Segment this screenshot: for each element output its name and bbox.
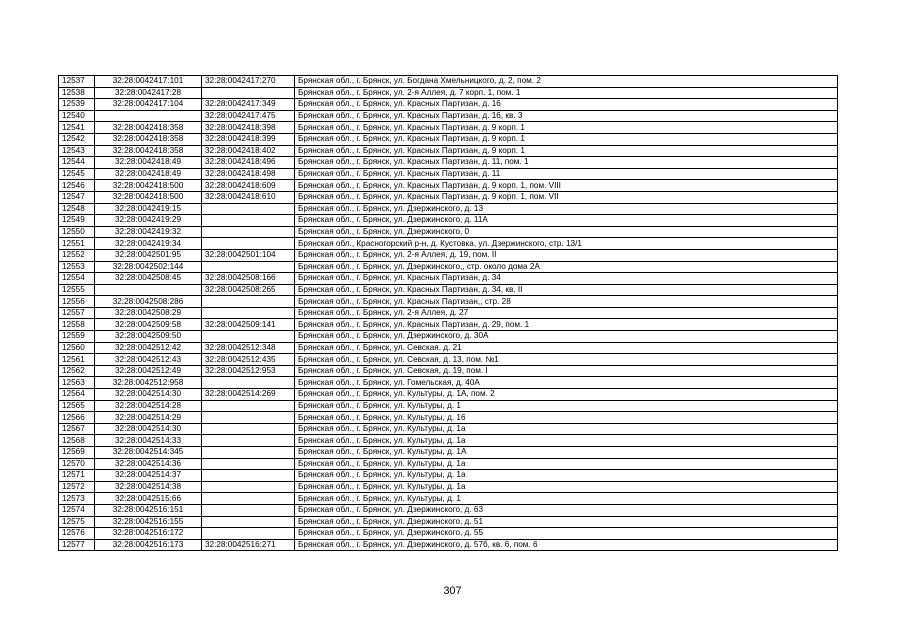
object-cadastral-number-cell <box>202 423 295 435</box>
address-cell: Брянская обл., г. Брянск, ул. Культуры, д. 1а <box>295 470 838 482</box>
table-row <box>59 99 838 111</box>
row-number-cell: 12573 <box>59 493 95 505</box>
row-number-cell: 12539 <box>59 99 95 111</box>
object-cadastral-number-cell: 32:28:0042418:609 <box>202 180 295 192</box>
address-cell: Брянская обл., Красногорский р-н, д. Кустовка, ул. Дзержинского, стр. 13/1 <box>295 238 838 250</box>
table-row <box>59 249 838 261</box>
row-number-cell: 12537 <box>59 76 95 88</box>
table-row <box>59 412 838 424</box>
cadastral-number-cell: 32:28:0042419:15 <box>95 203 202 215</box>
cadastral-number-cell: 32:28:0042508:29 <box>95 307 202 319</box>
table-row <box>59 76 838 88</box>
address-cell: Брянская обл., г. Брянск, ул. Красных Партизан, д. 16 <box>295 99 838 111</box>
table-row <box>59 284 838 296</box>
table-row <box>59 423 838 435</box>
object-cadastral-number-cell: 32:28:0042418:398 <box>202 122 295 134</box>
table-row <box>59 296 838 308</box>
table-row <box>59 354 838 366</box>
address-cell: Брянская обл., г. Брянск, ул. Красных Партизан,, стр. 28 <box>295 296 838 308</box>
row-number-cell: 12567 <box>59 423 95 435</box>
address-cell: Брянская обл., г. Брянск, ул. Красных Партизан, д. 11 <box>295 168 838 180</box>
cadastral-number-cell: 32:28:0042514:36 <box>95 458 202 470</box>
address-cell: Брянская обл., г. Брянск, ул. Дзержинского, д. 30А <box>295 331 838 343</box>
row-number-cell: 12542 <box>59 133 95 145</box>
registry-table <box>58 75 838 551</box>
cadastral-number-cell: 32:28:0042512:43 <box>95 354 202 366</box>
address-cell: Брянская обл., г. Брянск, ул. Красных Партизан, д. 9 корп. 1 <box>295 122 838 134</box>
cadastral-number-cell: 32:28:0042509:50 <box>95 331 202 343</box>
cadastral-number-cell: 32:28:0042514:345 <box>95 447 202 459</box>
table-row <box>59 238 838 250</box>
table-row <box>59 87 838 99</box>
object-cadastral-number-cell <box>202 203 295 215</box>
object-cadastral-number-cell: 32:28:0042418:610 <box>202 191 295 203</box>
cadastral-number-cell: 32:28:0042501:95 <box>95 249 202 261</box>
object-cadastral-number-cell <box>202 447 295 459</box>
row-number-cell: 12541 <box>59 122 95 134</box>
address-cell: Брянская обл., г. Брянск, ул. 2-я Аллея, д. 7 корп. 1, пом. 1 <box>295 87 838 99</box>
cadastral-number-cell: 32:28:0042508:286 <box>95 296 202 308</box>
address-cell: Брянская обл., г. Брянск, ул. Севская, д. 21 <box>295 342 838 354</box>
object-cadastral-number-cell: 32:28:0042516:271 <box>202 539 295 551</box>
row-number-cell: 12568 <box>59 435 95 447</box>
address-cell: Брянская обл., г. Брянск, ул. Дзержинского, д. 63 <box>295 504 838 516</box>
address-cell: Брянская обл., г. Брянск, ул. Дзержинского, 0 <box>295 226 838 238</box>
object-cadastral-number-cell: 32:28:0042508:166 <box>202 273 295 285</box>
row-number-cell: 12553 <box>59 261 95 273</box>
object-cadastral-number-cell <box>202 412 295 424</box>
object-cadastral-number-cell <box>202 493 295 505</box>
cadastral-number-cell: 32:28:0042514:37 <box>95 470 202 482</box>
table-row <box>59 168 838 180</box>
table-row <box>59 261 838 273</box>
object-cadastral-number-cell <box>202 435 295 447</box>
table-row <box>59 481 838 493</box>
address-cell: Брянская обл., г. Брянск, ул. Севская, д. 19, пом. I <box>295 365 838 377</box>
table-row <box>59 122 838 134</box>
table-row <box>59 157 838 169</box>
cadastral-number-cell: 32:28:0042417:28 <box>95 87 202 99</box>
cadastral-number-cell: 32:28:0042514:29 <box>95 412 202 424</box>
cadastral-number-cell: 32:28:0042512:49 <box>95 365 202 377</box>
table-row <box>59 342 838 354</box>
object-cadastral-number-cell <box>202 331 295 343</box>
address-cell: Брянская обл., г. Брянск, ул. Дзержинского, д. 13 <box>295 203 838 215</box>
address-cell: Брянская обл., г. Брянск, ул. Богдана Хмельницкого, д. 2, пом. 2 <box>295 76 838 88</box>
object-cadastral-number-cell <box>202 87 295 99</box>
row-number-cell: 12557 <box>59 307 95 319</box>
table-row <box>59 365 838 377</box>
object-cadastral-number-cell <box>202 377 295 389</box>
cadastral-number-cell: 32:28:0042514:28 <box>95 400 202 412</box>
address-cell: Брянская обл., г. Брянск, ул. Гомельская, д. 40А <box>295 377 838 389</box>
cadastral-number-cell: 32:28:0042516:151 <box>95 504 202 516</box>
cadastral-number-cell: 32:28:0042417:101 <box>95 76 202 88</box>
address-cell: Брянская обл., г. Брянск, ул. Культуры, д. 1 <box>295 400 838 412</box>
object-cadastral-number-cell: 32:28:0042514:269 <box>202 389 295 401</box>
cadastral-number-cell: 32:28:0042514:30 <box>95 423 202 435</box>
row-number-cell: 12548 <box>59 203 95 215</box>
object-cadastral-number-cell: 32:28:0042418:402 <box>202 145 295 157</box>
object-cadastral-number-cell: 32:28:0042417:475 <box>202 110 295 122</box>
object-cadastral-number-cell: 32:28:0042512:348 <box>202 342 295 354</box>
table-row <box>59 180 838 192</box>
table-row <box>59 307 838 319</box>
address-cell: Брянская обл., г. Брянск, ул. Дзержинского, д. 11А <box>295 215 838 227</box>
object-cadastral-number-cell <box>202 238 295 250</box>
table-row <box>59 226 838 238</box>
object-cadastral-number-cell: 32:28:0042417:349 <box>202 99 295 111</box>
cadastral-number-cell: 32:28:0042514:38 <box>95 481 202 493</box>
row-number-cell: 12554 <box>59 273 95 285</box>
table-row <box>59 400 838 412</box>
cadastral-number-cell: 32:28:0042418:358 <box>95 145 202 157</box>
address-cell: Брянская обл., г. Брянск, ул. Красных Партизан, д. 11, пом. 1 <box>295 157 838 169</box>
address-cell: Брянская обл., г. Брянск, ул. Дзержинского,, стр. около дома 2А <box>295 261 838 273</box>
object-cadastral-number-cell <box>202 307 295 319</box>
row-number-cell: 12558 <box>59 319 95 331</box>
cadastral-number-cell: 32:28:0042419:32 <box>95 226 202 238</box>
address-cell: Брянская обл., г. Брянск, ул. Красных Партизан, д. 9 корп. 1, пом. VIII <box>295 180 838 192</box>
address-cell: Брянская обл., г. Брянск, ул. Культуры, д. 1а <box>295 423 838 435</box>
object-cadastral-number-cell <box>202 504 295 516</box>
address-cell: Брянская обл., г. Брянск, ул. Красных Партизан, д. 34 <box>295 273 838 285</box>
row-number-cell: 12552 <box>59 249 95 261</box>
object-cadastral-number-cell <box>202 481 295 493</box>
row-number-cell: 12545 <box>59 168 95 180</box>
cadastral-number-cell: 32:28:0042512:42 <box>95 342 202 354</box>
cadastral-number-cell: 32:28:0042419:29 <box>95 215 202 227</box>
table-row <box>59 516 838 528</box>
cadastral-number-cell: 32:28:0042516:155 <box>95 516 202 528</box>
table-row <box>59 447 838 459</box>
address-cell: Брянская обл., г. Брянск, ул. 2-я Аллея, д. 27 <box>295 307 838 319</box>
address-cell: Брянская обл., г. Брянск, ул. Дзержинского, д. 51 <box>295 516 838 528</box>
table-row <box>59 110 838 122</box>
cadastral-number-cell: 32:28:0042508:45 <box>95 273 202 285</box>
row-number-cell: 12559 <box>59 331 95 343</box>
address-cell: Брянская обл., г. Брянск, ул. Красных Партизан, д. 9 корп. 1, пом. VII <box>295 191 838 203</box>
row-number-cell: 12543 <box>59 145 95 157</box>
table-row <box>59 470 838 482</box>
row-number-cell: 12540 <box>59 110 95 122</box>
row-number-cell: 12549 <box>59 215 95 227</box>
address-cell: Брянская обл., г. Брянск, ул. Культуры, д. 1А, пом. 2 <box>295 389 838 401</box>
table-row <box>59 504 838 516</box>
row-number-cell: 12560 <box>59 342 95 354</box>
row-number-cell: 12566 <box>59 412 95 424</box>
row-number-cell: 12574 <box>59 504 95 516</box>
table-row <box>59 493 838 505</box>
address-cell: Брянская обл., г. Брянск, ул. Красных Партизан, д. 34, кв. II <box>295 284 838 296</box>
row-number-cell: 12544 <box>59 157 95 169</box>
object-cadastral-number-cell: 32:28:0042418:498 <box>202 168 295 180</box>
row-number-cell: 12564 <box>59 389 95 401</box>
table-row <box>59 377 838 389</box>
table-row <box>59 319 838 331</box>
cadastral-number-cell: 32:28:0042418:49 <box>95 157 202 169</box>
address-cell: Брянская обл., г. Брянск, ул. Дзержинского, д. 57б, кв. 6, пом. 6 <box>295 539 838 551</box>
cadastral-number-cell: 32:28:0042418:358 <box>95 122 202 134</box>
object-cadastral-number-cell: 32:28:0042508:265 <box>202 284 295 296</box>
address-cell: Брянская обл., г. Брянск, ул. Красных Партизан, д. 16, кв. 3 <box>295 110 838 122</box>
table-row <box>59 528 838 540</box>
address-cell: Брянская обл., г. Брянск, ул. Культуры, д. 1а <box>295 435 838 447</box>
table-row <box>59 133 838 145</box>
table-row <box>59 191 838 203</box>
object-cadastral-number-cell <box>202 528 295 540</box>
cadastral-number-cell <box>95 284 202 296</box>
row-number-cell: 12570 <box>59 458 95 470</box>
row-number-cell: 12569 <box>59 447 95 459</box>
row-number-cell: 12571 <box>59 470 95 482</box>
address-cell: Брянская обл., г. Брянск, ул. Культуры, д. 1 <box>295 493 838 505</box>
row-number-cell: 12576 <box>59 528 95 540</box>
object-cadastral-number-cell <box>202 400 295 412</box>
row-number-cell: 12546 <box>59 180 95 192</box>
cadastral-number-cell: 32:28:0042512:958 <box>95 377 202 389</box>
cadastral-number-cell: 32:28:0042418:500 <box>95 180 202 192</box>
object-cadastral-number-cell: 32:28:0042418:496 <box>202 157 295 169</box>
row-number-cell: 12572 <box>59 481 95 493</box>
address-cell: Брянская обл., г. Брянск, ул. Красных Партизан, д. 9 корп. 1 <box>295 133 838 145</box>
table-row <box>59 203 838 215</box>
table-row <box>59 389 838 401</box>
address-cell: Брянская обл., г. Брянск, ул. Севская, д. 13, пом. №1 <box>295 354 838 366</box>
cadastral-number-cell: 32:28:0042419:34 <box>95 238 202 250</box>
address-cell: Брянская обл., г. Брянск, ул. Дзержинского, д. 55 <box>295 528 838 540</box>
table-row <box>59 331 838 343</box>
row-number-cell: 12563 <box>59 377 95 389</box>
table-row <box>59 273 838 285</box>
table-row <box>59 458 838 470</box>
address-cell: Брянская обл., г. Брянск, ул. Красных Партизан, д. 9 корп. 1 <box>295 145 838 157</box>
table-row <box>59 145 838 157</box>
cadastral-number-cell: 32:28:0042417:104 <box>95 99 202 111</box>
object-cadastral-number-cell: 32:28:0042509:141 <box>202 319 295 331</box>
table-row <box>59 435 838 447</box>
cadastral-number-cell: 32:28:0042514:30 <box>95 389 202 401</box>
row-number-cell: 12562 <box>59 365 95 377</box>
address-cell: Брянская обл., г. Брянск, ул. 2-я Аллея, д. 19, пом. II <box>295 249 838 261</box>
cadastral-number-cell: 32:28:0042418:358 <box>95 133 202 145</box>
object-cadastral-number-cell <box>202 215 295 227</box>
cadastral-number-cell: 32:28:0042516:173 <box>95 539 202 551</box>
row-number-cell: 12561 <box>59 354 95 366</box>
registry-table-body <box>59 76 838 551</box>
row-number-cell: 12551 <box>59 238 95 250</box>
address-cell: Брянская обл., г. Брянск, ул. Культуры, д. 16 <box>295 412 838 424</box>
object-cadastral-number-cell <box>202 296 295 308</box>
row-number-cell: 12547 <box>59 191 95 203</box>
cadastral-number-cell: 32:28:0042515:66 <box>95 493 202 505</box>
cadastral-number-cell: 32:28:0042516:172 <box>95 528 202 540</box>
object-cadastral-number-cell <box>202 470 295 482</box>
cadastral-number-cell: 32:28:0042514:33 <box>95 435 202 447</box>
row-number-cell: 12556 <box>59 296 95 308</box>
cadastral-number-cell: 32:28:0042502:144 <box>95 261 202 273</box>
object-cadastral-number-cell <box>202 261 295 273</box>
cadastral-number-cell: 32:28:0042418:500 <box>95 191 202 203</box>
row-number-cell: 12565 <box>59 400 95 412</box>
address-cell: Брянская обл., г. Брянск, ул. Культуры, д. 1а <box>295 481 838 493</box>
object-cadastral-number-cell <box>202 226 295 238</box>
object-cadastral-number-cell <box>202 458 295 470</box>
row-number-cell: 12538 <box>59 87 95 99</box>
object-cadastral-number-cell: 32:28:0042512:435 <box>202 354 295 366</box>
table-row <box>59 215 838 227</box>
page-number: 307 <box>443 585 462 597</box>
object-cadastral-number-cell: 32:28:0042418:399 <box>202 133 295 145</box>
object-cadastral-number-cell <box>202 516 295 528</box>
object-cadastral-number-cell: 32:28:0042501:104 <box>202 249 295 261</box>
address-cell: Брянская обл., г. Брянск, ул. Красных Партизан, д. 29, пом. 1 <box>295 319 838 331</box>
cadastral-number-cell: 32:28:0042418:49 <box>95 168 202 180</box>
address-cell: Брянская обл., г. Брянск, ул. Культуры, д. 1а <box>295 458 838 470</box>
cadastral-number-cell <box>95 110 202 122</box>
row-number-cell: 12550 <box>59 226 95 238</box>
row-number-cell: 12555 <box>59 284 95 296</box>
cadastral-number-cell: 32:28:0042509:58 <box>95 319 202 331</box>
row-number-cell: 12577 <box>59 539 95 551</box>
object-cadastral-number-cell: 32:28:0042417:270 <box>202 76 295 88</box>
row-number-cell: 12575 <box>59 516 95 528</box>
address-cell: Брянская обл., г. Брянск, ул. Культуры, д. 1А <box>295 447 838 459</box>
table-row <box>59 539 838 551</box>
object-cadastral-number-cell: 32:28:0042512:953 <box>202 365 295 377</box>
